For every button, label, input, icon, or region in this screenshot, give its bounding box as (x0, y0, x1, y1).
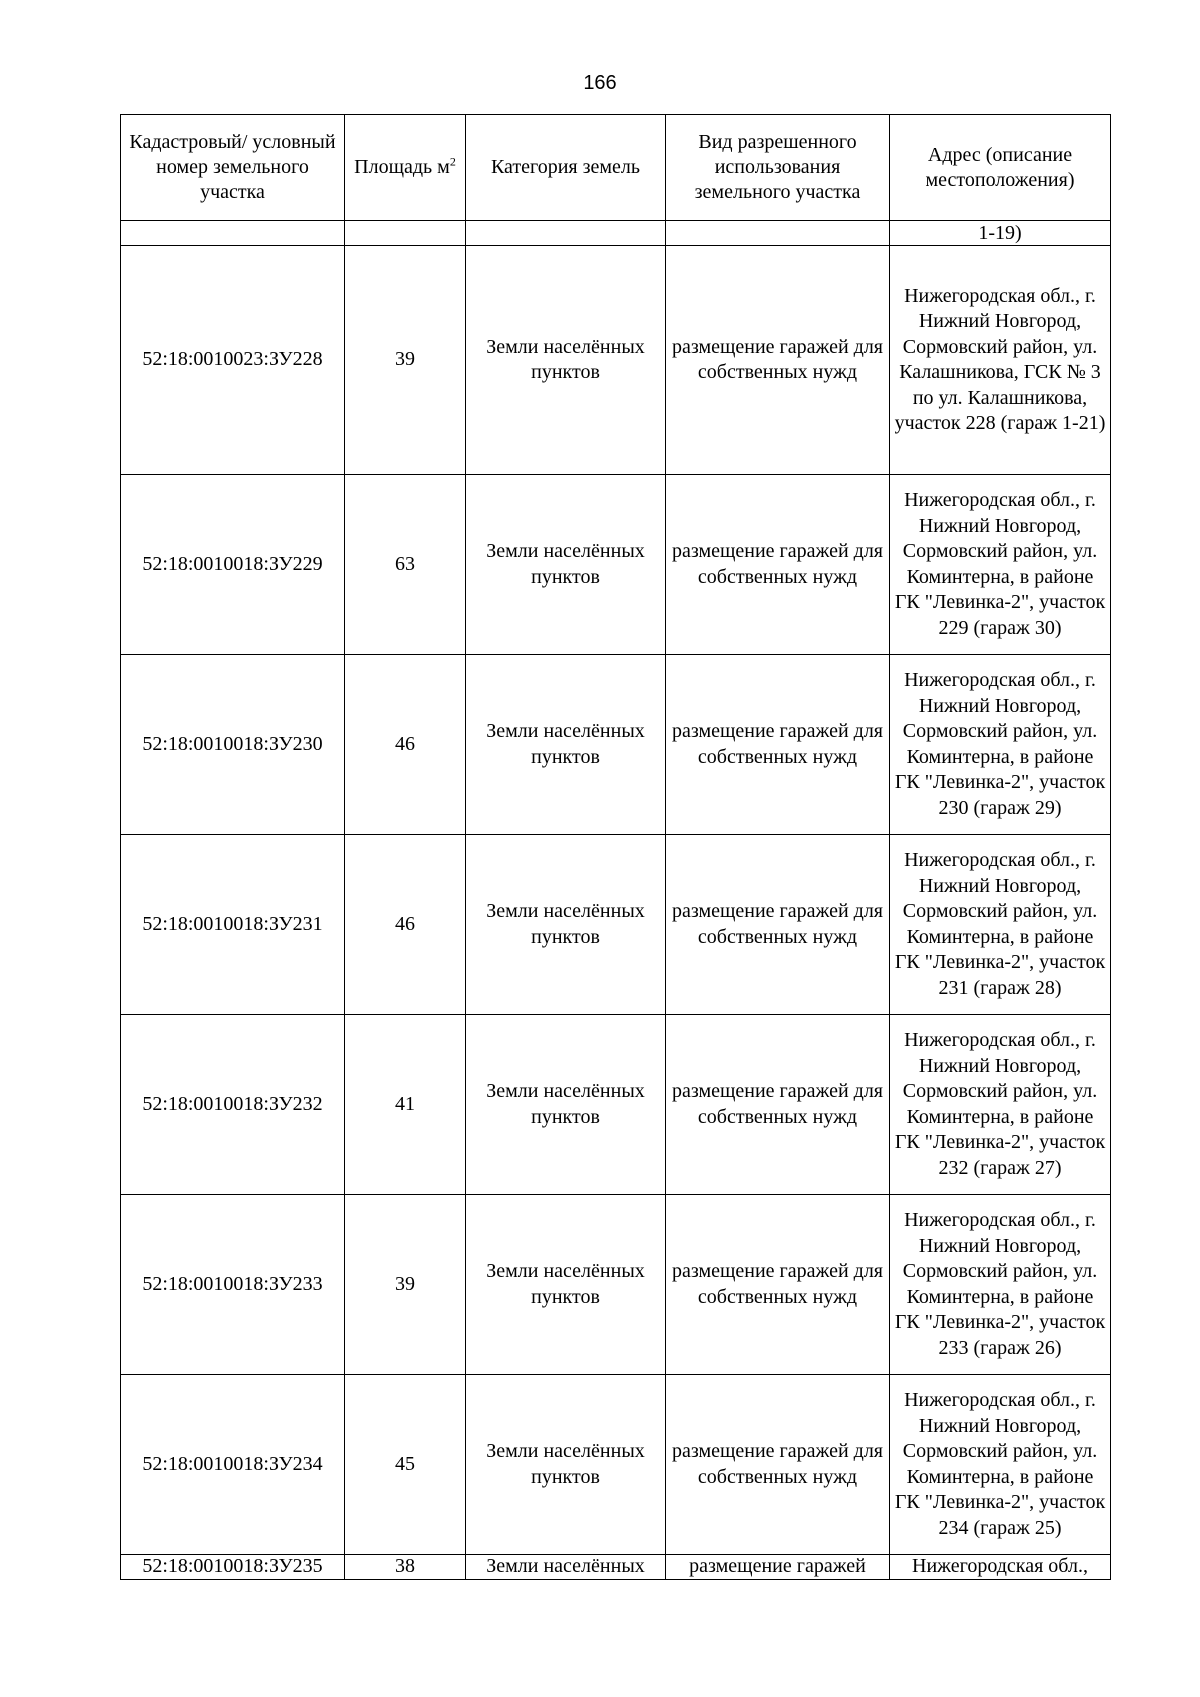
table-row (121, 475, 1111, 655)
cell-empty (121, 221, 345, 246)
cell-address: Нижегородская обл., г. Нижний Новгород, Сормовский район, ул. Коминтерна, в районе ГК "Левинка-2", участок 229 (гараж 30) (890, 475, 1111, 655)
cell-cadastral: 52:18:0010018:ЗУ229 (121, 475, 345, 655)
cell-category: Земли населённых (466, 1555, 666, 1580)
cell-address: Нижегородская обл., г. Нижний Новгород, Сормовский район, ул. Калашникова, ГСК № 3 по ул. Калашникова, участок 228 (гараж 1-21) (890, 246, 1111, 475)
table-row (121, 1555, 1111, 1580)
continuation-address: 1-19) (890, 221, 1111, 246)
cell-area: 46 (345, 835, 466, 1015)
cell-cadastral: 52:18:0010018:ЗУ234 (121, 1375, 345, 1555)
continuation-row (121, 221, 1111, 246)
cell-area: 38 (345, 1555, 466, 1580)
cell-empty (345, 221, 466, 246)
header-address: Адрес (описание местоположения) (890, 115, 1111, 221)
header-category: Категория земель (466, 115, 666, 221)
cell-category: Земли населённых пунктов (466, 246, 666, 475)
cell-cadastral: 52:18:0010018:ЗУ232 (121, 1015, 345, 1195)
table-header-row (121, 115, 1111, 221)
cell-cadastral: 52:18:0010018:ЗУ235 (121, 1555, 345, 1580)
cell-address: Нижегородская обл., г. Нижний Новгород, Сормовский район, ул. Коминтерна, в районе ГК "Левинка-2", участок 230 (гараж 29) (890, 655, 1111, 835)
cell-usage: размещение гаражей (666, 1555, 890, 1580)
cell-usage: размещение гаражей для собственных нужд (666, 246, 890, 475)
cell-address: Нижегородская обл., г. Нижний Новгород, Сормовский район, ул. Коминтерна, в районе ГК "Левинка-2", участок 234 (гараж 25) (890, 1375, 1111, 1555)
page-number: 166 (583, 72, 617, 94)
cell-empty (666, 221, 890, 246)
cell-area: 46 (345, 655, 466, 835)
cell-area: 63 (345, 475, 466, 655)
header-cadastral: Кадастровый/ условный номер земельного участка (121, 115, 345, 221)
cell-usage: размещение гаражей для собственных нужд (666, 835, 890, 1015)
land-plots-table (120, 114, 1111, 1580)
cell-category: Земли населённых пунктов (466, 835, 666, 1015)
header-area-label: Площадь м (354, 156, 450, 178)
table-row (121, 835, 1111, 1015)
cell-area: 41 (345, 1015, 466, 1195)
cell-usage: размещение гаражей для собственных нужд (666, 655, 890, 835)
table-row (121, 1375, 1111, 1555)
cell-usage: размещение гаражей для собственных нужд (666, 475, 890, 655)
cell-usage: размещение гаражей для собственных нужд (666, 1195, 890, 1375)
cell-category: Земли населённых пунктов (466, 1195, 666, 1375)
cell-usage: размещение гаражей для собственных нужд (666, 1375, 890, 1555)
cell-cadastral: 52:18:0010023:ЗУ228 (121, 246, 345, 475)
cell-address: Нижегородская обл., г. Нижний Новгород, Сормовский район, ул. Коминтерна, в районе ГК "Левинка-2", участок 232 (гараж 27) (890, 1015, 1111, 1195)
cell-area: 39 (345, 1195, 466, 1375)
header-usage: Вид разрешенного использования земельного участка (666, 115, 890, 221)
table-row (121, 246, 1111, 475)
table-row (121, 1015, 1111, 1195)
cell-category: Земли населённых пунктов (466, 1015, 666, 1195)
cell-address: Нижегородская обл., (890, 1555, 1111, 1580)
cell-cadastral: 52:18:0010018:ЗУ230 (121, 655, 345, 835)
cell-category: Земли населённых пунктов (466, 655, 666, 835)
header-area-sup: 2 (449, 154, 456, 169)
cell-category: Земли населённых пунктов (466, 475, 666, 655)
cell-address: Нижегородская обл., г. Нижний Новгород, Сормовский район, ул. Коминтерна, в районе ГК "Левинка-2", участок 231 (гараж 28) (890, 835, 1111, 1015)
table-row (121, 1195, 1111, 1375)
cell-area: 45 (345, 1375, 466, 1555)
cell-cadastral: 52:18:0010018:ЗУ231 (121, 835, 345, 1015)
header-area (345, 115, 466, 221)
cell-empty (466, 221, 666, 246)
cell-category: Земли населённых пунктов (466, 1375, 666, 1555)
cell-usage: размещение гаражей для собственных нужд (666, 1015, 890, 1195)
cell-address: Нижегородская обл., г. Нижний Новгород, Сормовский район, ул. Коминтерна, в районе ГК "Левинка-2", участок 233 (гараж 26) (890, 1195, 1111, 1375)
cell-cadastral: 52:18:0010018:ЗУ233 (121, 1195, 345, 1375)
table-row (121, 655, 1111, 835)
cell-area: 39 (345, 246, 466, 475)
